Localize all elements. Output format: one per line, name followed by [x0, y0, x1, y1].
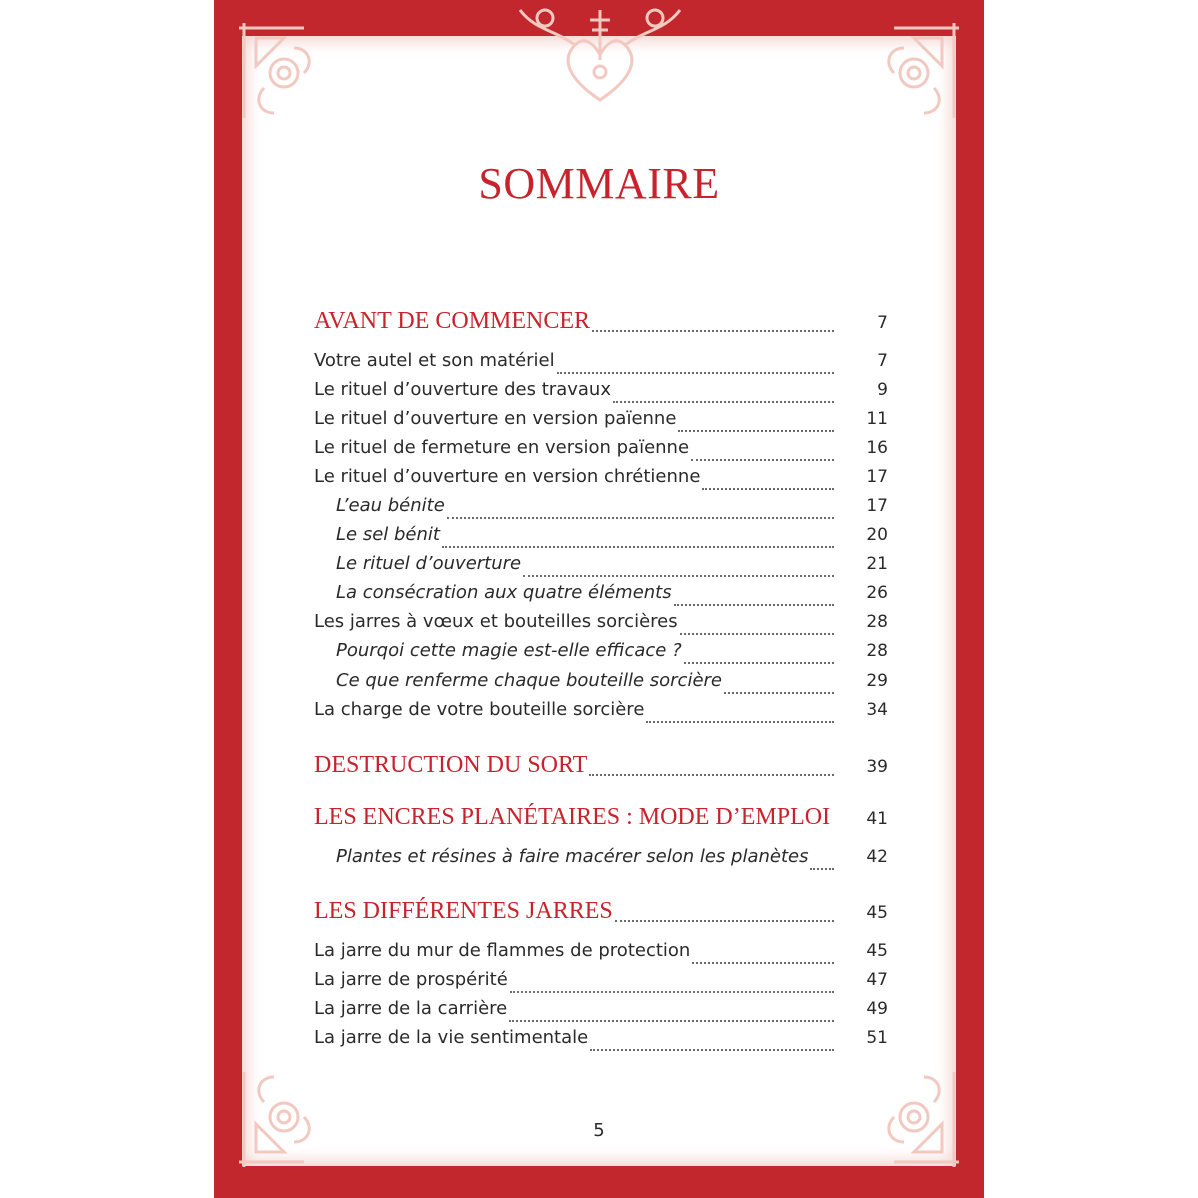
toc-section[interactable]	[314, 898, 888, 928]
toc-page: 41	[866, 809, 888, 829]
toc-label: Le sel bénit	[336, 524, 440, 545]
toc-label: Le rituel de fermeture en version païenne	[314, 437, 690, 458]
toc-item[interactable]	[314, 940, 888, 970]
toc-section[interactable]	[314, 752, 888, 782]
toc-page: 20	[866, 525, 888, 545]
toc-page: 47	[866, 970, 888, 990]
toc-page: 34	[866, 700, 888, 720]
toc-page: 51	[866, 1028, 888, 1048]
toc-label: DESTRUCTION DU SORT	[314, 752, 588, 778]
toc-label: Pourqoi cette magie est-elle efficace ?	[336, 640, 682, 661]
toc-label: La jarre de la vie sentimentale	[314, 1027, 589, 1048]
toc-subitem[interactable]	[336, 582, 888, 612]
toc-page: 29	[866, 671, 888, 691]
toc-label: La consécration aux quatre éléments	[336, 582, 672, 603]
toc-page: 26	[866, 583, 888, 603]
toc-subitem[interactable]	[336, 495, 888, 525]
toc-page: 21	[866, 554, 888, 574]
toc-item[interactable]	[314, 1027, 888, 1057]
toc-label: Le rituel d’ouverture en version chrétienne	[314, 466, 701, 487]
toc-page: 7	[877, 313, 888, 333]
toc-subitem[interactable]	[336, 524, 888, 554]
toc-label: Le rituel d’ouverture	[336, 553, 522, 574]
toc-page: 7	[877, 351, 888, 371]
toc-subitem[interactable]	[336, 846, 888, 876]
toc-page: 28	[866, 612, 888, 632]
toc-section[interactable]	[314, 804, 888, 834]
toc-label: Les jarres à vœux et bouteilles sorcières	[314, 611, 678, 632]
toc-item[interactable]	[314, 699, 888, 729]
toc-page: 17	[866, 496, 888, 516]
toc-item[interactable]	[314, 969, 888, 999]
toc-page: 16	[866, 438, 888, 458]
toc-label: Le rituel d’ouverture des travaux	[314, 379, 611, 400]
toc-label: AVANT DE COMMENCER	[314, 308, 591, 334]
toc-item[interactable]	[314, 379, 888, 409]
toc-item[interactable]	[314, 408, 888, 438]
toc-page: 49	[866, 999, 888, 1019]
toc-subitem[interactable]	[336, 670, 888, 700]
toc-label: LES ENCRES PLANÉTAIRES : MODE D’EMPLOI	[314, 804, 831, 830]
toc-subitem[interactable]	[336, 553, 888, 583]
toc-page: 17	[866, 467, 888, 487]
toc-label: La jarre du mur de flammes de protection	[314, 940, 691, 961]
toc-item[interactable]	[314, 437, 888, 467]
page-number: 5	[593, 1120, 605, 1141]
toc-label: Votre autel et son matériel	[314, 350, 555, 371]
toc-page: 28	[866, 641, 888, 661]
toc-page: 11	[866, 409, 888, 429]
toc-label: La jarre de prospérité	[314, 969, 508, 990]
toc-section[interactable]	[314, 308, 888, 338]
toc-page: 39	[866, 757, 888, 777]
toc-label: L’eau bénite	[336, 495, 445, 516]
toc-item[interactable]	[314, 350, 888, 380]
toc-item[interactable]	[314, 466, 888, 496]
page-title: SOMMAIRE	[478, 159, 720, 208]
toc-page: 45	[866, 941, 888, 961]
toc-label: La jarre de la carrière	[314, 998, 508, 1019]
toc-subitem[interactable]	[336, 640, 888, 670]
toc-item[interactable]	[314, 998, 888, 1028]
toc-label: Le rituel d’ouverture en version païenne	[314, 408, 677, 429]
toc-label: La charge de votre bouteille sorcière	[314, 699, 645, 720]
toc-label: LES DIFFÉRENTES JARRES	[314, 898, 613, 924]
toc-label: Ce que renferme chaque bouteille sorcière	[336, 670, 722, 691]
toc-label: Plantes et résines à faire macérer selon les planètes	[336, 846, 809, 867]
toc-page: 42	[866, 847, 888, 867]
toc-page: 9	[877, 380, 888, 400]
toc-page: 45	[866, 903, 888, 923]
toc-item[interactable]	[314, 611, 888, 641]
